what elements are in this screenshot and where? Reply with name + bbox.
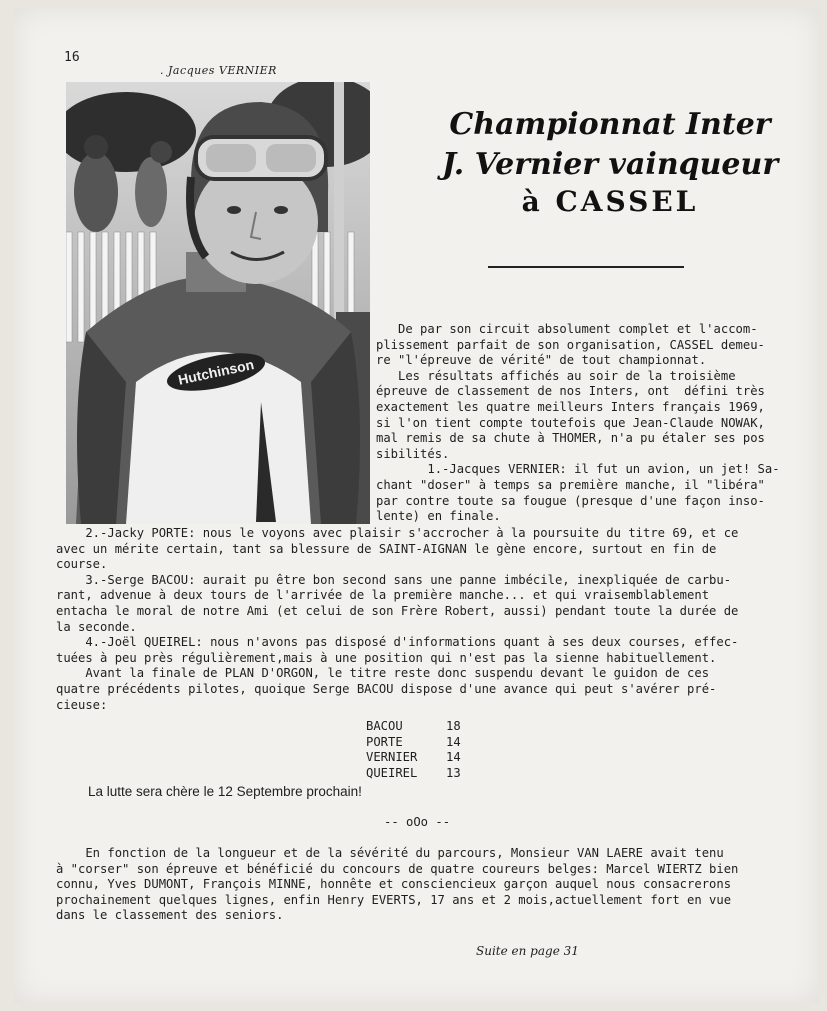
- article-body: 2.-Jacky PORTE: nous le voyons avec plaisir s'accrocher à la poursuite du titre 69, et ce avec un mérite certain, tant sa blessure de SAINT-AIGNAN le gène encore, surtout en fin de course. 3.-Serge BACOU: aurait pu être bon second sans une panne imbécile, inexpliquée de carbu- rant, advenue à deux tours de l'arrivée de la première manche... et qui vraisemblablement entacha le moral de notre Ami (et celui de son Frère Robert, aussi) pendant toute la durée de la seconde. 4.-Joël QUEIREL: nous n'avons pas disposé d'informations quant à ses deux courses, effec- tuées à peu près régulièrement,mais à une position qui n'est pas la sienne habituellement. Avant la finale de PLAN D'ORGON, le titre reste donc suspendu devant le guidon de ces quatre précédents pilotes, quoique Serge BACOU dispose d'une avance qui peut s'avérer pré- cieuse:: [56, 526, 739, 712]
- standings-row: VERNIER 14: [366, 750, 461, 765]
- article-postscript: En fonction de la longueur et de la sévérité du parcours, Monsieur VAN LAERE avait tenu à "corser" son épreuve et bénéficié du concours de quatre coureurs belges: Marcel WIERTZ bien connu, Yves DUMONT, François MINNE, honnête et consciencieux garçon auquel nous consacrerons prochainement quelques lignes, enfin Henry EVERTS, 17 ans et 2 mois,actuellement fort en vue dans le classement des seniors.: [56, 846, 739, 923]
- standings-row: QUEIREL 13: [366, 765, 461, 780]
- title-underline: [488, 266, 684, 268]
- rider-photo-image: [66, 82, 370, 524]
- standings-row: BACOU 18: [366, 719, 461, 733]
- title-line-3: à CASSEL: [521, 185, 699, 219]
- section-separator: -- oOo --: [384, 815, 451, 829]
- page-number: 16: [64, 50, 80, 65]
- article-title: [420, 105, 800, 221]
- title-line-1: Championnat Inter: [449, 107, 771, 142]
- closing-line: La lutte sera chère le 12 Septembre prochain!: [88, 784, 362, 799]
- standings-row: PORTE 14: [366, 734, 461, 749]
- photo-credit: . Jacques VERNIER: [160, 64, 277, 77]
- continued-note: Suite en page 31: [476, 944, 579, 958]
- title-line-2: J. Vernier vainqueur: [441, 146, 779, 182]
- article-intro: De par son circuit absolument complet et l'accom- plissement parfait de son organisation, CASSEL demeu- re "l'épreuve de vérité" de tout championnat. Les résultats affichés au soir de la troisième épreuve de classement de nos Inters, ont défini très exactement les quatre meilleurs Inters français 1969, si l'on tient compte toutefois que Jean-Claude NOWAK, mal remis de sa chute à THOMER, n'a pu étaler ses pos sibilités. 1.-Jacques VERNIER: il fut un avion, un jet! Sa- chant "doser" à temps sa première manche, il "libéra" par contre toute sa fougue (presque d'une façon inso- lente) en finale.: [376, 322, 780, 524]
- bib-logo-text: Hutchinson: [176, 356, 256, 388]
- rider-photo: [66, 82, 370, 524]
- standings-table: [366, 719, 476, 781]
